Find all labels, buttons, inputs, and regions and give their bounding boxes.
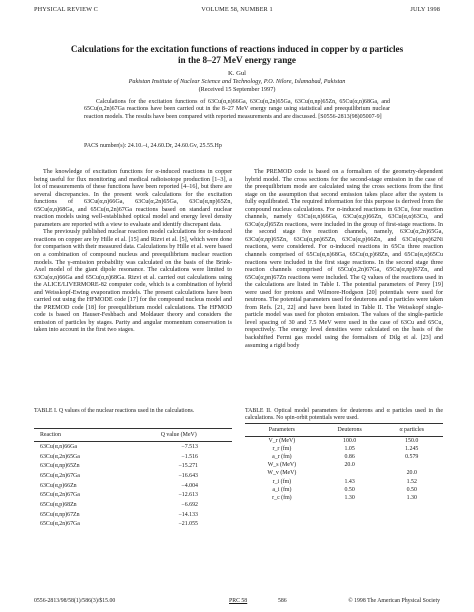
table-row: V_r (MeV) 100.0 150.0 [268,438,419,445]
pacs-numbers: PACS number(s): 24.10.–i, 24.60.Dr, 24.60.Gv, 25.55.Hp [84,143,222,149]
received-date: (Received 15 September 1997) [198,86,276,93]
issue-date: JULY 1998 [410,6,440,13]
column-header: Parameters [245,424,319,437]
paper-title [40,44,434,66]
copyright: © 1998 The American Physical Society [348,598,440,604]
table-row: 65Cu(α,p)68Zn −6.692 [40,501,198,508]
table-row: 65Cu(α,2n)67Ga −16.643 [40,472,198,479]
body-paragraph: The PREMOD code is based on a formalism of the geometry-dependent hybrid model. The cross sections for the second-stage emission in the case of the preequilibrium mode are calculated using the cross sections from the first stage on the assumption that second emission takes place after the system is fully equilibrated. The required information for this purpose is derived from the compound nucleus calculations. For α-induced reactions in 63Cu, four reaction channels, namely 63Cu(α,n)66Ga, 63Cu(α,p)66Zn, 63Cu(α,α)63Cu, and 63Cu(α,d)65Zn reactions, were included in the group of first-stage reactions. In the second stage five reaction channels, namely, 63Cu(α,2n)65Ga, 63Cu(α,np)65Zn, 63Cu(α,pn)65Zn, 63Cu(α,p)66Zn, and 63Cu(α,pα)62Ni reactions, were considered. For α-induced reactions in 65Cu three reaction channels comprised of 65Cu(α,n)68Ga, 65Cu(α,p)68Zn, and 65Cu(α,α)65Cu reactions were included in the first stage reactions. In the second stage three reaction channels comprised of 65Cu(α,2n)67Ga, 65Cu(α,np)67Zn, and 65Cu(α,pn)67Zn reactions were included. The Q values of the reactions used in the calculations are listed in Table I. The potential parameters of Perey [19] were used for protons and Wilmore-Hodgson [20] potentials were used for neutrons. The potential parameters used for deuterons and α particles were taken from Refs. [21, 22] and have been listed in Table II. The Weisskopf single-particle model was used for photon emission. The values of the single-particle level spacing of 30 and 7.5 MeV were used in the case of 63Cu and 65Cu, respectively. The energy level densities were calculated on the basis of the backshifted Fermi gas model using the formalism of Dilg et al. [23] and assuming a rigid body [245,169,443,349]
table-row: W_v (MeV) 20.0 [267,470,417,477]
body-paragraph: The knowledge of excitation functions for α-induced reactions in copper being useful for flux monitoring and medical radioisotope production [1–3], a lot of measurements of these functions have been reported [4–16], but there are several discrepancies. In the present work calculations for the excitation functions of 63Cu(α,n)66Ga, 63Cu(α,2n)65Ga, 63Cu(α,np)65Zn, 65Cu(α,n)68Ga, and 65Cu(α,2n)67Ga reactions based on standard nuclear reaction models using well-established optical model and energy level density parameters are reported with a view to evaluate and identify discrepant data. [34,169,232,228]
table-row: a_i (fm) 0.50 0.50 [272,486,417,493]
table-row: 63Cu(α,n)66Ga −7.513 [40,443,198,450]
affiliation: Pakistan Institute of Nuclear Science and Technology, P.O. Nilore, Islamabad, Pakistan [128,78,346,85]
page-number: 586 [278,598,287,604]
left-column [34,169,232,335]
journal-name: PHYSICAL REVIEW C [34,6,98,13]
journal-volume: PRC 58 [229,598,248,604]
column-header: Q value (MeV) [125,432,232,442]
column-header: α particles [381,424,444,437]
title-line-1: Calculations for the excitation functions of reactions induced in copper by α particles [70,44,404,54]
table-row: 63Cu(α,2n)65Ga −1.516 [40,453,198,460]
abstract: Calculations for the excitation functions of 63Cu(α,n)66Ga, 63Cu(α,2n)65Ga, 63Cu(α,np)65Zn, 65Cu(α,n)68Ga, and 65Cu(α,2n)67Ga reactions have been carried out in the 8–27 MeV energy range using statistical and preequilibrium nuclear reaction models. The results have been compared with reported measurements and are discussed. [S0556-2813(98)05007-9] [84,99,390,120]
column-header: Deuterons [319,424,381,437]
table-row: a_r (fm) 0.86 0.579 [272,454,419,461]
table1-caption: TABLE I. Q values of the nuclear reactions used in the calculations. [34,408,195,414]
table-row: 63Cu(α,np)65Zn −15.271 [40,463,198,470]
right-column [245,169,443,350]
running-header [34,6,440,16]
table1-q-values [34,428,232,529]
author: K. Gul [228,70,246,77]
table-row: 63Cu(α,p)66Zn −4.004 [40,482,198,489]
body-paragraph: The previously published nuclear reaction model calculations for α-induced reactions on copper are by Hille et al. [15] and Rizvi et al. [5], which were done for comparison with their measured data. Calculations by Hille et al. were based on a combination of compound nucleus and preequilibrium nuclear reaction models. The γ-emission probability was calculated on the basis of the Brink-Axel model of the giant dipole resonance. The calculations were limited to 63Cu(α,n)66Ga and 65Cu(α,n)68Ga. Rizvi et al. carried out calculations using the ALICE/LIVERMORE-82 computer code, which is a combination of hybrid and Weisskopf-Ewing evaporation models. The present calculations have been carried out using the HFMODE code [17] for the compound nucleus model and the PREMOD code [18] for preequilibrium model calculations. The HFMOD code is based on Hauser-Feshbach and Moldauer theory and considers the emission of particles by stages. Parity and angular momentum conservation is taken into account in the first two stages. [34,229,232,334]
table-row: r_i (fm) 1.43 1.52 [272,478,417,485]
table-row: 65Cu(α,2n)67Ga −21.055 [40,521,198,528]
table-row: 65Cu(α,2n)67Ga −12.613 [40,492,198,499]
title-line-2: in the 8–27 MeV energy range [178,55,296,65]
column-header: Reaction [34,432,125,442]
table-row: r_c (fm) 1.30 1.30 [272,494,417,501]
volume-number: VOLUME 58, NUMBER 1 [201,6,273,13]
table-row: W_s (MeV) 20.0 [267,462,355,469]
table2-optical-parameters [245,423,443,502]
table2-caption: TABLE II. Optical model parameters for deuterons and α particles used in the calculations. No spin-orbit potentials were used. [245,408,443,422]
table-row: 65Cu(α,np)67Zn −14.133 [40,511,198,518]
article-code: 0556-2813/98/58(1)/586(3)/$15.00 [34,598,116,604]
table-row: r_r (fm) 1.05 1.245 [272,446,419,453]
